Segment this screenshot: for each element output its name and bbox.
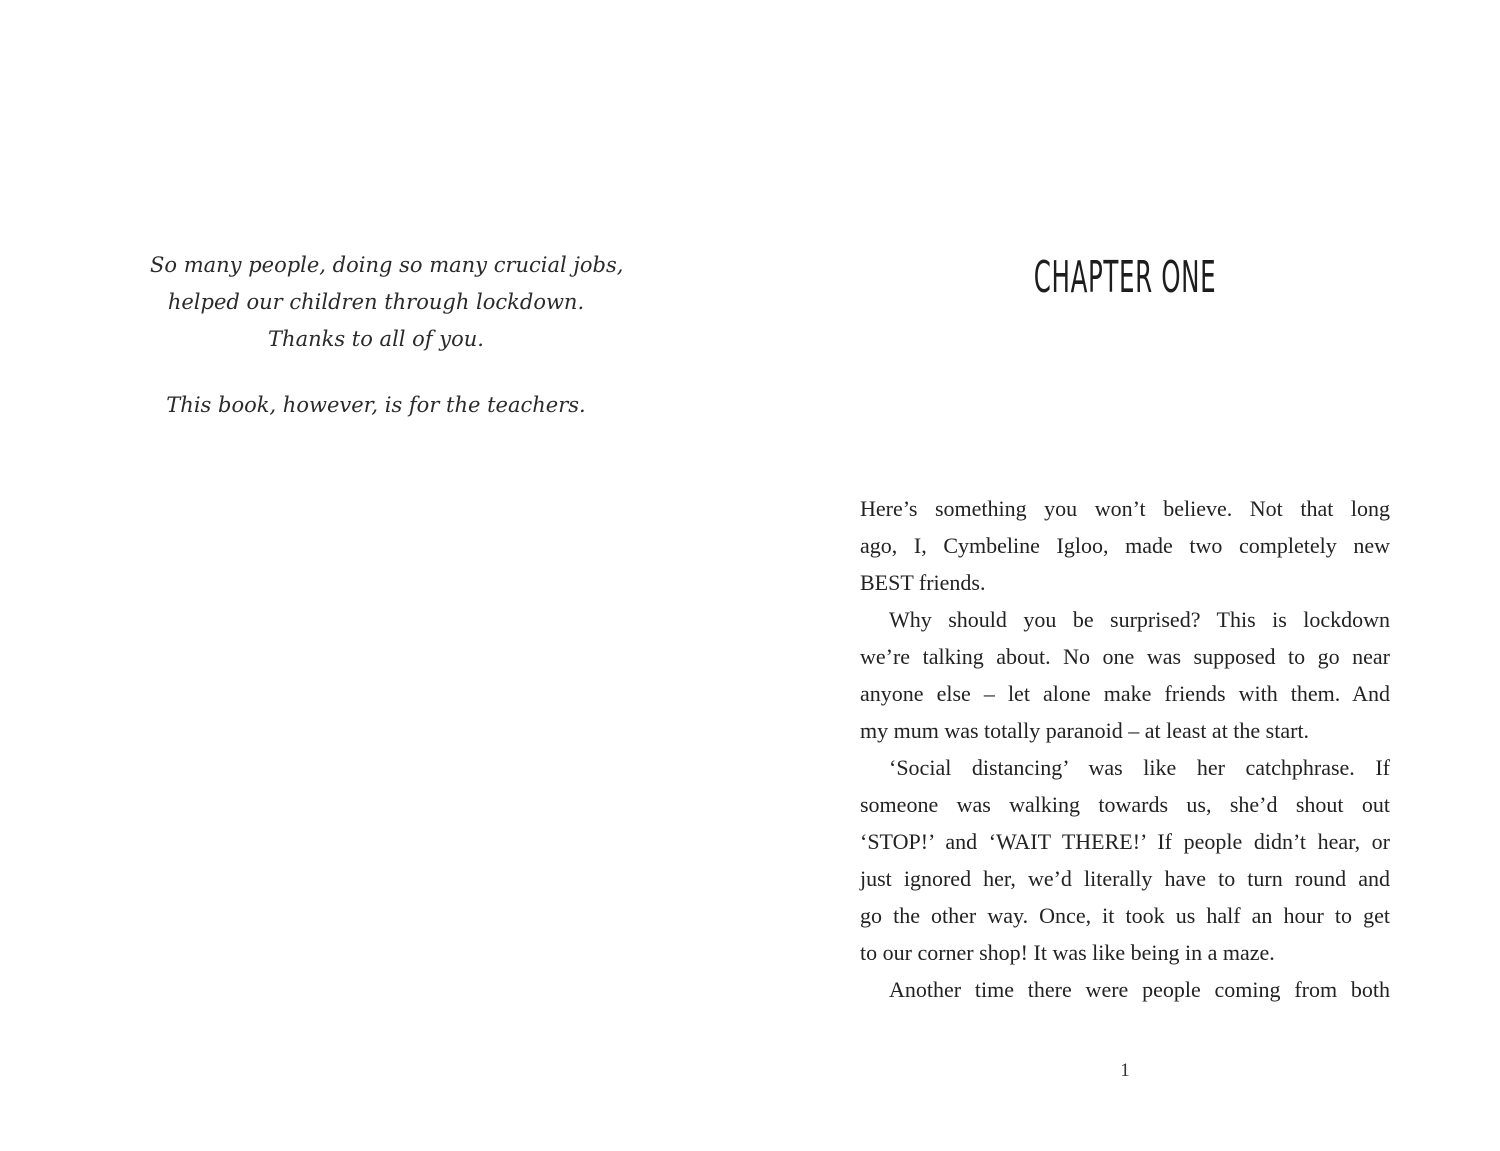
text-line: Here’s something you won’t believe. Not that long: [860, 496, 1390, 521]
text-line: we’re talking about. No one was supposed to go near: [860, 644, 1390, 669]
page-number: 1: [1120, 1060, 1130, 1081]
text-line: just ignored her, we’d literally have to turn round and: [860, 866, 1390, 891]
text-line: Why should you be surprised? This is lockdown: [889, 607, 1390, 632]
text-line: my mum was totally paranoid – at least at the start.: [860, 718, 1310, 743]
chapter-title: CHAPTER ONE: [1033, 252, 1217, 303]
dedication-line: helped our children through lockdown.: [167, 290, 585, 314]
dedication-line: Thanks to all of you.: [268, 327, 484, 351]
text-line: anyone else – let alone make friends with them. And: [860, 681, 1390, 706]
dedication-line: This book, however, is for the teachers.: [166, 393, 586, 417]
text-line: someone was walking towards us, she’d shout out: [860, 792, 1390, 817]
text-line: ‘STOP!’ and ‘WAIT THERE!’ If people didn’t hear, or: [860, 829, 1390, 854]
text-line: Another time there were people coming from both: [889, 977, 1390, 1002]
right-page: [750, 0, 1500, 1151]
text-line: BEST friends.: [860, 570, 986, 595]
dedication-line: So many people, doing so many crucial jobs,: [150, 253, 624, 277]
text-line: go the other way. Once, it took us half an hour to get: [860, 903, 1390, 928]
text-line: ‘Social distancing’ was like her catchphrase. If: [889, 755, 1390, 780]
dedication: [150, 247, 624, 424]
stanza-gap: [150, 358, 602, 387]
chapter-body: [860, 490, 1390, 1008]
text-line: to our corner shop! It was like being in a maze.: [860, 940, 1275, 965]
text-line: ago, I, Cymbeline Igloo, made two completely new: [860, 533, 1390, 558]
